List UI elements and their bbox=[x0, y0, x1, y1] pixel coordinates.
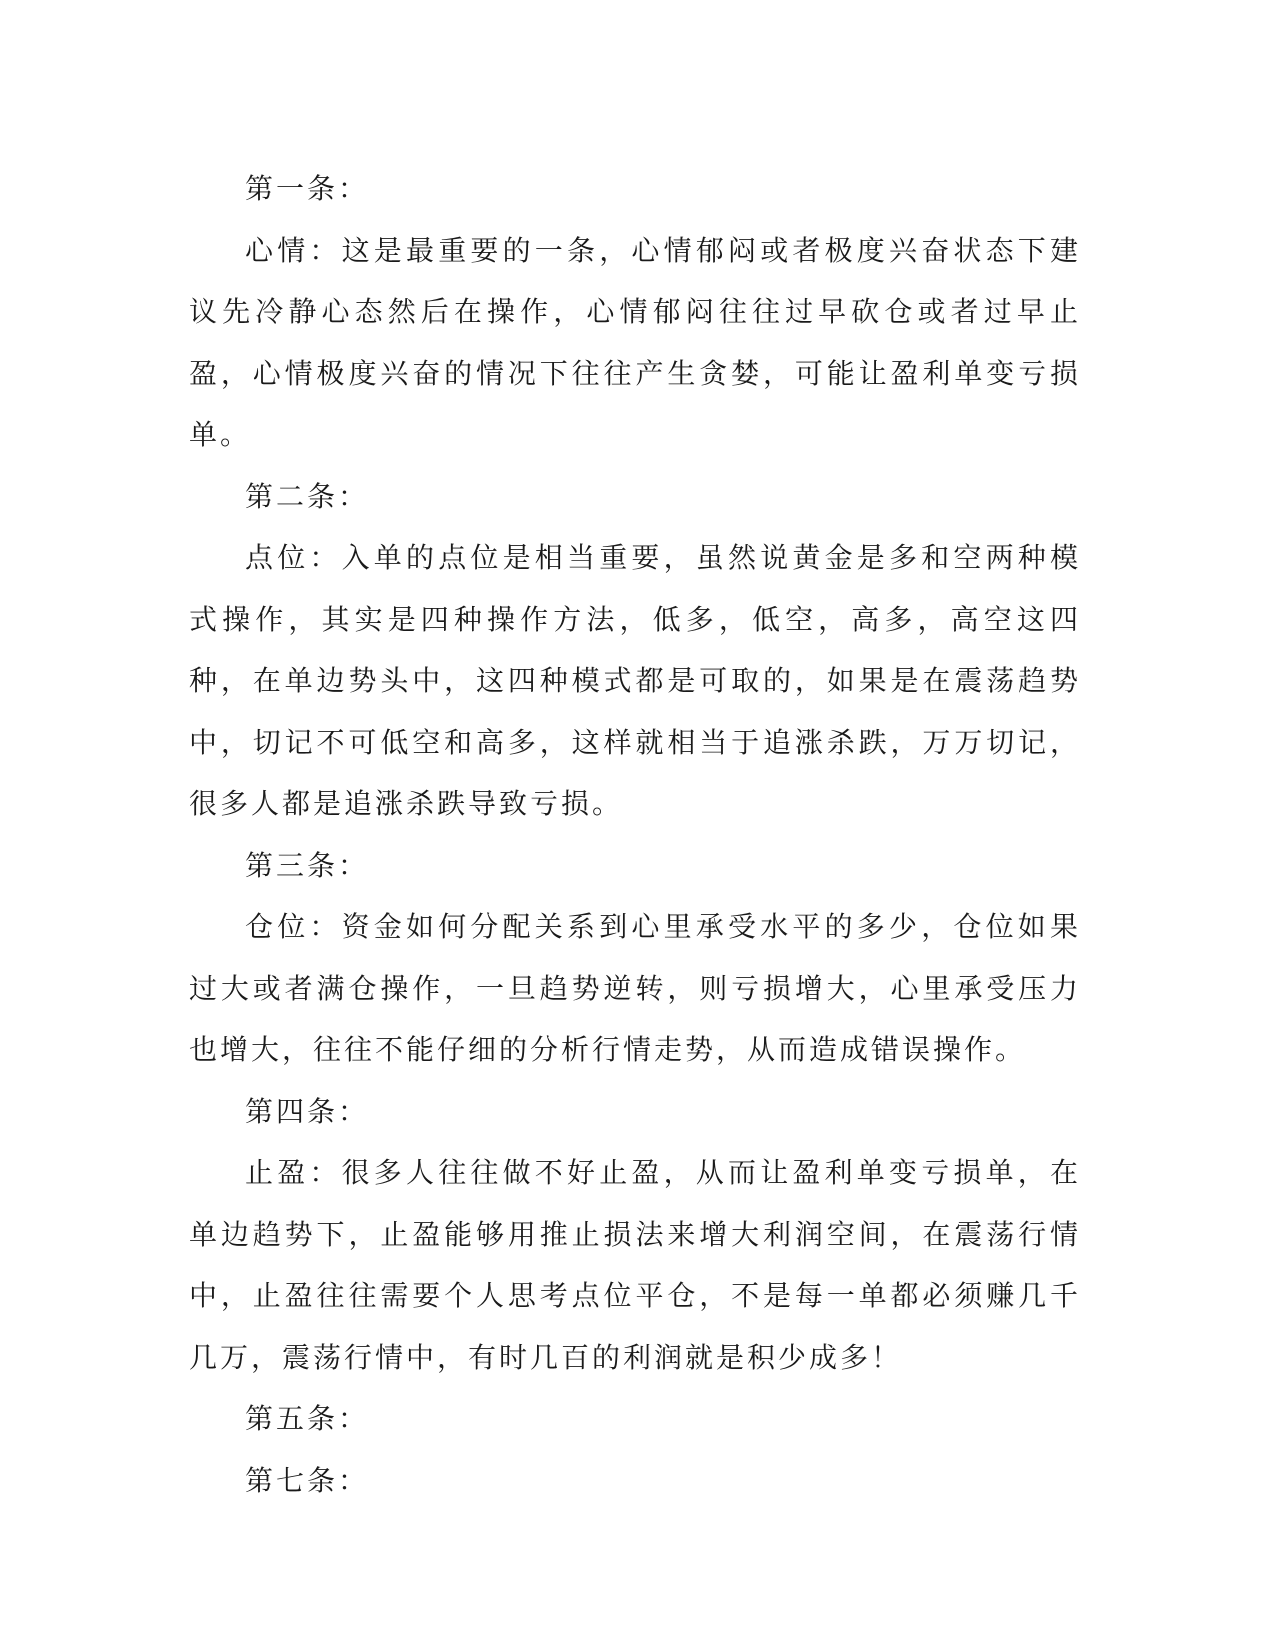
clause-3-heading: 第三条： bbox=[245, 848, 370, 882]
clause-2-text: 点位：入单的点位是相当重要，虽然说黄金是多和空两种模式操作，其实是四种操作方法，低多，低空，高多，高空这四种，在单边势头中，这四种模式都是可取的，如果是在震荡趋势中，切记不可低空和高多，这样就相当于追涨杀跌，万万切记，很多人都是追涨杀跌导致亏损。 bbox=[189, 541, 1081, 820]
clause-5-heading: 第五条： bbox=[245, 1402, 370, 1435]
clause-4-heading: 第四条： bbox=[245, 1094, 370, 1128]
clause-7-heading: 第七条： bbox=[245, 1463, 370, 1497]
clause-3-text: 仓位：资金如何分配关系到心里承受水平的多少，仓位如果过大或者满仓操作，一旦趋势逆转，则亏损增大，心里承受压力也增大，往往不能仔细的分析行情走势，从而造成错误操作。 bbox=[189, 910, 1081, 1066]
clause-1-heading: 第一条： bbox=[245, 172, 370, 205]
clause-2-heading: 第二条： bbox=[245, 479, 370, 513]
document-body bbox=[189, 158, 1081, 1511]
clause-4-text: 止盈：很多人往往做不好止盈，从而让盈利单变亏损单，在单边趋势下，止盈能够用推止损法来增大利润空间，在震荡行情中，止盈往往需要个人思考点位平仓，不是每一单都必须赚几千几万，震荡行情中，有时几百的利润就是积少成多！ bbox=[189, 1156, 1081, 1374]
clause-1-text: 心情：这是最重要的一条，心情郁闷或者极度兴奋状态下建议先冷静心态然后在操作，心情郁闷往往过早砍仓或者过早止盈，心情极度兴奋的情况下往往产生贪婪，可能让盈利单变亏损单。 bbox=[189, 233, 1081, 451]
